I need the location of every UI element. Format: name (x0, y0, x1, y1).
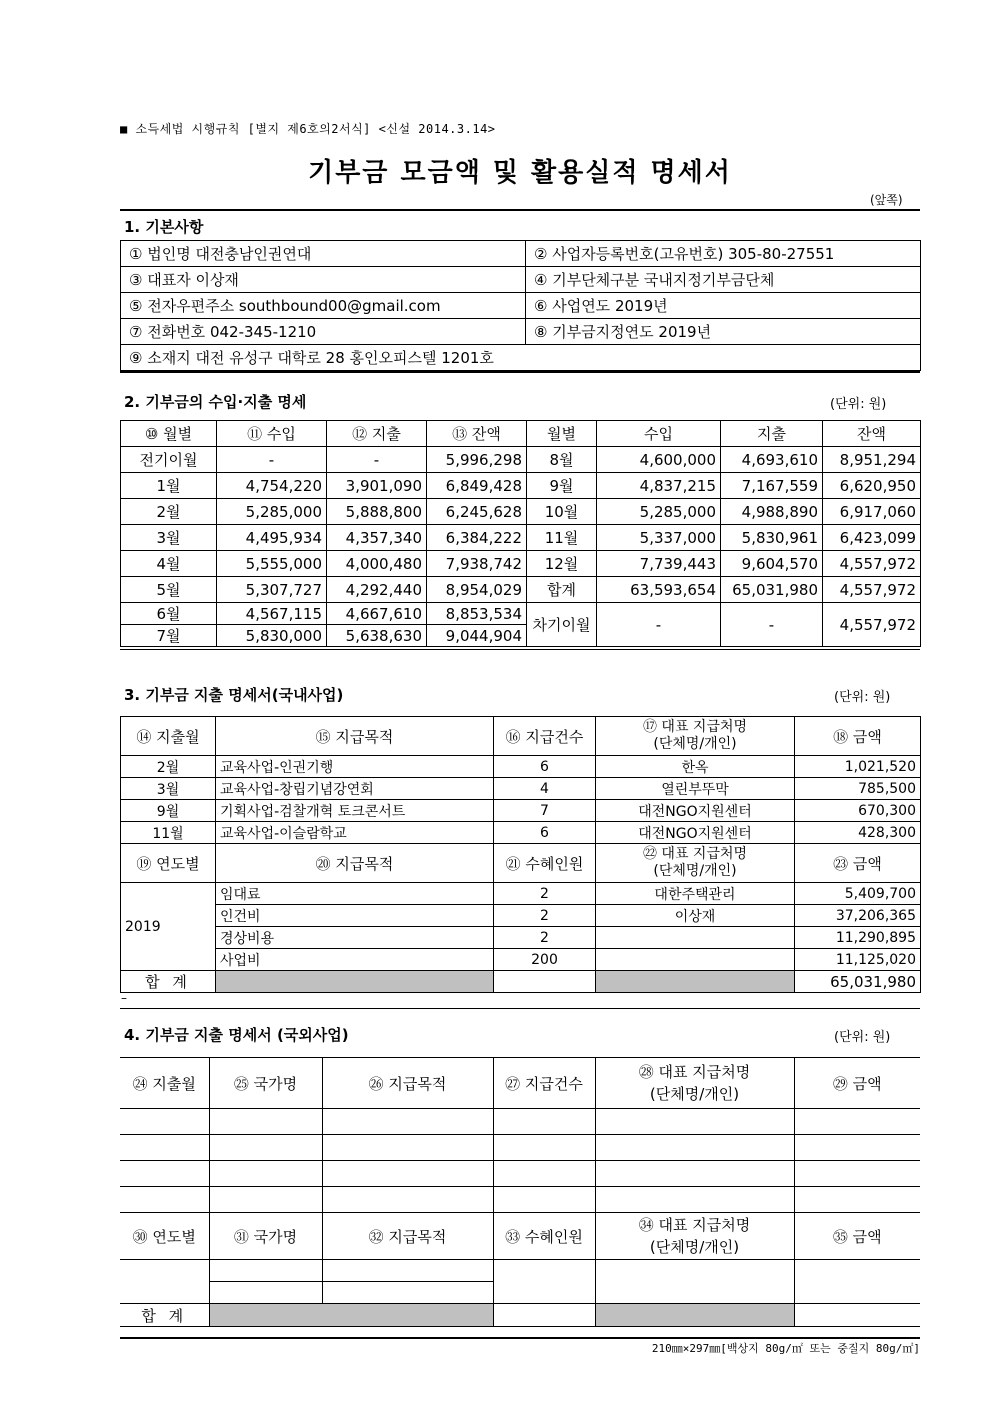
cell: 5월 (121, 577, 217, 603)
empty-cell (209, 1109, 322, 1135)
col-amount-2: ㉟ 금액 (794, 1213, 920, 1260)
table-row (121, 905, 921, 927)
cell: 5,307,727 (217, 577, 327, 603)
empty-cell (595, 1109, 794, 1135)
cell: 5,830,961 (721, 525, 823, 551)
table-row (121, 499, 921, 525)
table-row (121, 551, 921, 577)
col-count: ㉗ 지급건수 (493, 1058, 595, 1109)
empty-cell (493, 1161, 595, 1187)
cell: 7,938,742 (427, 551, 527, 577)
col-balance-2: 잔액 (823, 421, 921, 447)
cell: 4,495,934 (217, 525, 327, 551)
cell: 7,167,559 (721, 473, 823, 499)
empty-cell (794, 1135, 920, 1161)
cell: 6,423,099 (823, 525, 921, 551)
empty-cell (595, 1260, 794, 1304)
cell: 4,988,890 (721, 499, 823, 525)
table-row (121, 800, 921, 822)
table-row (121, 927, 921, 949)
cell: 3,901,090 (327, 473, 427, 499)
empty-cell (493, 1304, 595, 1327)
basic-info-table (120, 240, 921, 371)
cell: 6,849,428 (427, 473, 527, 499)
col-income-2: 수입 (597, 421, 721, 447)
col-amount-2: ㉓ 금액 (795, 844, 921, 883)
cell: 11,125,020 (795, 949, 921, 971)
cell: 670,300 (795, 800, 921, 822)
front-side-label: (앞쪽) (870, 193, 903, 207)
cell: 200 (494, 949, 596, 971)
table-row (121, 525, 921, 551)
table-row (120, 1260, 920, 1282)
col-payee-2-line1: ㉞ 대표 지급처명 (638, 1216, 751, 1234)
form-new-date: <신설 2014.3.14> (378, 122, 496, 136)
col-balance: ⑬ 잔액 (427, 421, 527, 447)
cell: 6월 (121, 603, 217, 625)
empty-cell (322, 1187, 493, 1213)
stray-mark: – (121, 991, 127, 1005)
cell: 6,384,222 (427, 525, 527, 551)
year-cell: 2019 (121, 883, 216, 971)
cell: 5,830,000 (217, 625, 327, 647)
empty-cell (794, 1304, 920, 1327)
cell: 428,300 (795, 822, 921, 844)
cell: 4,837,215 (597, 473, 721, 499)
empty-cell (322, 1161, 493, 1187)
empty-cell (493, 1135, 595, 1161)
empty-cell (209, 1161, 322, 1187)
empty-cell (794, 1187, 920, 1213)
cell: - (721, 603, 823, 647)
table-row (121, 473, 921, 499)
basic-row (121, 241, 921, 267)
cell: 37,206,365 (795, 905, 921, 927)
cell: 교육사업-창립기념강연회 (216, 778, 494, 800)
empty-cell (209, 1135, 322, 1161)
corp-name: ① 법인명 대전충남인권연대 (121, 241, 526, 267)
cell: 합계 (527, 577, 597, 603)
col-expense-month: ⑭ 지출월 (121, 717, 216, 756)
cell: 전기이월 (121, 447, 217, 473)
col-income: ⑪ 수입 (217, 421, 327, 447)
col-country: ㉕ 국가명 (209, 1058, 322, 1109)
section2-unit: (단위: 원) (830, 397, 887, 412)
empty-cell (209, 1260, 322, 1282)
form-reference (120, 120, 496, 137)
carry-over-balance: 4,557,972 (823, 603, 921, 647)
cell: 4,557,972 (823, 551, 921, 577)
table-row (121, 778, 921, 800)
cell: 열린부뚜막 (596, 778, 795, 800)
cell: 12월 (527, 551, 597, 577)
section3-title: 3. 기부금 지출 명세서(국내사업) (124, 686, 344, 704)
cell: 임대료 (216, 883, 494, 905)
table-row (120, 1187, 920, 1213)
cell (596, 927, 795, 949)
cell: 3월 (121, 778, 216, 800)
cell: 대전NGO지원센터 (596, 822, 795, 844)
col-expense-month: ㉔ 지출월 (120, 1058, 209, 1109)
cell: 1월 (121, 473, 217, 499)
empty-cell (209, 1282, 322, 1304)
basic-row (121, 319, 921, 345)
empty-cell (120, 1161, 209, 1187)
cell: 2 (494, 883, 596, 905)
cell: 9,604,570 (721, 551, 823, 577)
table-row (121, 603, 921, 625)
cell: 9월 (527, 473, 597, 499)
empty-cell (595, 1187, 794, 1213)
section4-unit: (단위: 원) (834, 1030, 891, 1045)
empty-cell (794, 1161, 920, 1187)
empty-cell (322, 1135, 493, 1161)
col-expense: ⑫ 지출 (327, 421, 427, 447)
empty-cell (493, 1260, 595, 1304)
cell: 2월 (121, 756, 216, 778)
col-payee-2-line2: (단체명/개인) (649, 1238, 740, 1256)
cell: 6,917,060 (823, 499, 921, 525)
col-beneficiaries: ㉑ 수혜인원 (494, 844, 596, 883)
col-payee (595, 1058, 794, 1109)
cell: 5,285,000 (597, 499, 721, 525)
cell: 2 (494, 905, 596, 927)
cell: 5,555,000 (217, 551, 327, 577)
cell: 사업비 (216, 949, 494, 971)
table-row (121, 447, 921, 473)
empty-cell (493, 1187, 595, 1213)
gray-cell (216, 971, 494, 993)
col-year: ⑲ 연도별 (121, 844, 216, 883)
col-country-2: ㉛ 국가명 (209, 1213, 322, 1260)
table-row (120, 1161, 920, 1187)
total-label: 합 계 (121, 971, 216, 993)
cell: 6,620,950 (823, 473, 921, 499)
page-title: 기부금 모금액 및 활용실적 명세서 (308, 158, 732, 188)
cell: 4,600,000 (597, 447, 721, 473)
total-amount: 65,031,980 (795, 971, 921, 993)
divider (120, 1008, 920, 1009)
cell: 785,500 (795, 778, 921, 800)
col-month: ⑩ 월별 (121, 421, 217, 447)
domestic-expense-table (120, 716, 921, 993)
overseas-expense-table (120, 1057, 920, 1327)
table-header-row (120, 1213, 920, 1260)
income-expense-table (120, 420, 921, 647)
col-payee (596, 717, 795, 756)
cell: 9,044,904 (427, 625, 527, 647)
business-number: ② 사업자등록번호(고유번호) 305-80-27551 (526, 241, 921, 267)
cell: 5,996,298 (427, 447, 527, 473)
representative: ③ 대표자 이상재 (121, 267, 526, 293)
cell: 3월 (121, 525, 217, 551)
total-row (120, 1304, 920, 1327)
form-reference-text: ■ 소득세법 시행규칙 [별지 제6호의2서식] (120, 122, 371, 136)
cell: 6,245,628 (427, 499, 527, 525)
cell: 10월 (527, 499, 597, 525)
section2-title: 2. 기부금의 수입·지출 명세 (124, 393, 307, 411)
empty-cell (322, 1109, 493, 1135)
col-year: ㉚ 연도별 (120, 1213, 209, 1260)
cell: 4,557,972 (823, 577, 921, 603)
business-year: ⑥ 사업연도 2019년 (526, 293, 921, 319)
cell: 5,285,000 (217, 499, 327, 525)
col-payee-2-line1: ㉒ 대표 지급처명 (642, 846, 748, 862)
cell: 4,693,610 (721, 447, 823, 473)
empty-cell (120, 1109, 209, 1135)
total-label: 합 계 (120, 1304, 209, 1327)
col-count: ⑯ 지급건수 (494, 717, 596, 756)
table-row (121, 949, 921, 971)
table-row (121, 756, 921, 778)
col-payee-line1: ㉘ 대표 지급처명 (638, 1063, 751, 1081)
empty-cell (595, 1135, 794, 1161)
cell: 1,021,520 (795, 756, 921, 778)
cell: - (217, 447, 327, 473)
cell: 5,337,000 (597, 525, 721, 551)
empty-cell (209, 1187, 322, 1213)
empty-cell (794, 1109, 920, 1135)
cell: 7 (494, 800, 596, 822)
col-payee-2 (596, 844, 795, 883)
empty-cell (120, 1187, 209, 1213)
col-amount: ⑱ 금액 (795, 717, 921, 756)
col-purpose: ⑮ 지급목적 (216, 717, 494, 756)
basic-row (121, 345, 921, 371)
cell: 교육사업-이슬람학교 (216, 822, 494, 844)
col-payee-2-line2: (단체명/개인) (653, 863, 737, 879)
cell: 교육사업-인권기행 (216, 756, 494, 778)
cell: 8,954,029 (427, 577, 527, 603)
cell: 한옥 (596, 756, 795, 778)
cell: 4,000,480 (327, 551, 427, 577)
paper-spec: 210㎜×297㎜[백상지 80g/㎡ 또는 중질지 80g/㎡] (651, 1342, 920, 1355)
table-header-row (121, 717, 921, 756)
cell: 인건비 (216, 905, 494, 927)
carry-over-label: 차기이월 (527, 603, 597, 647)
cell: 이상재 (596, 905, 795, 927)
empty-cell (120, 1135, 209, 1161)
cell: 대전NGO지원센터 (596, 800, 795, 822)
empty-cell (494, 971, 596, 993)
empty-cell (120, 1260, 209, 1304)
col-payee-line2: (단체명/개인) (653, 736, 737, 752)
section4-title: 4. 기부금 지출 명세서 (국외사업) (124, 1026, 349, 1044)
cell: 65,031,980 (721, 577, 823, 603)
cell: 8월 (527, 447, 597, 473)
col-payee-2 (595, 1213, 794, 1260)
email: ⑤ 전자우편주소 southbound00@gmail.com (121, 293, 526, 319)
cell: 4,567,115 (217, 603, 327, 625)
cell: 63,593,654 (597, 577, 721, 603)
cell: 11,290,895 (795, 927, 921, 949)
cell: 8,853,534 (427, 603, 527, 625)
cell: 9월 (121, 800, 216, 822)
divider (120, 1337, 920, 1339)
col-beneficiaries: ㉝ 수혜인원 (493, 1213, 595, 1260)
empty-cell (322, 1260, 493, 1282)
empty-cell (595, 1161, 794, 1187)
section1-title: 1. 기본사항 (124, 218, 204, 236)
cell (596, 949, 795, 971)
cell: 8,951,294 (823, 447, 921, 473)
col-purpose-2: ㉜ 지급목적 (322, 1213, 493, 1260)
cell: 5,888,800 (327, 499, 427, 525)
section3-unit: (단위: 원) (834, 690, 891, 705)
cell: 7,739,443 (597, 551, 721, 577)
table-row (121, 577, 921, 603)
cell: 5,638,630 (327, 625, 427, 647)
table-row (120, 1109, 920, 1135)
cell: 6 (494, 822, 596, 844)
donation-group-type: ④ 기부단체구분 국내지정기부금단체 (526, 267, 921, 293)
gray-cell (596, 971, 795, 993)
col-purpose: ㉖ 지급목적 (322, 1058, 493, 1109)
cell: 11월 (121, 822, 216, 844)
cell: 4월 (121, 551, 217, 577)
table-row (121, 822, 921, 844)
divider (120, 649, 920, 650)
cell: 4,754,220 (217, 473, 327, 499)
cell: 대한주택관리 (596, 883, 795, 905)
cell: 경상비용 (216, 927, 494, 949)
col-expense-2: 지출 (721, 421, 823, 447)
cell: 4,292,440 (327, 577, 427, 603)
cell: 4,667,610 (327, 603, 427, 625)
col-purpose-2: ⑳ 지급목적 (216, 844, 494, 883)
col-amount: ㉙ 금액 (794, 1058, 920, 1109)
cell: 11월 (527, 525, 597, 551)
table-header-row (121, 421, 921, 447)
gray-cell (595, 1304, 794, 1327)
cell: - (327, 447, 427, 473)
cell: 2 (494, 927, 596, 949)
col-payee-line1: ⑰ 대표 지급처명 (642, 719, 748, 735)
empty-cell (794, 1260, 920, 1304)
cell: 2월 (121, 499, 217, 525)
divider (120, 371, 920, 373)
gray-cell (209, 1304, 493, 1327)
address: ⑨ 소재지 대전 유성구 대학로 28 홍인오피스텔 1201호 (121, 345, 921, 371)
cell: 6 (494, 756, 596, 778)
divider (120, 209, 920, 211)
table-row (121, 883, 921, 905)
basic-row (121, 267, 921, 293)
cell: 4,357,340 (327, 525, 427, 551)
cell: 기획사업-검찰개혁 토크콘서트 (216, 800, 494, 822)
col-payee-line2: (단체명/개인) (649, 1085, 740, 1103)
empty-cell (322, 1282, 493, 1304)
table-header-row (121, 844, 921, 883)
empty-cell (493, 1109, 595, 1135)
basic-row (121, 293, 921, 319)
cell: 7월 (121, 625, 217, 647)
cell: - (597, 603, 721, 647)
total-row (121, 971, 921, 993)
table-row (120, 1135, 920, 1161)
col-month-2: 월별 (527, 421, 597, 447)
phone: ⑦ 전화번호 042-345-1210 (121, 319, 526, 345)
designation-year: ⑧ 기부금지정연도 2019년 (526, 319, 921, 345)
cell: 5,409,700 (795, 883, 921, 905)
table-header-row (120, 1058, 920, 1109)
cell: 4 (494, 778, 596, 800)
